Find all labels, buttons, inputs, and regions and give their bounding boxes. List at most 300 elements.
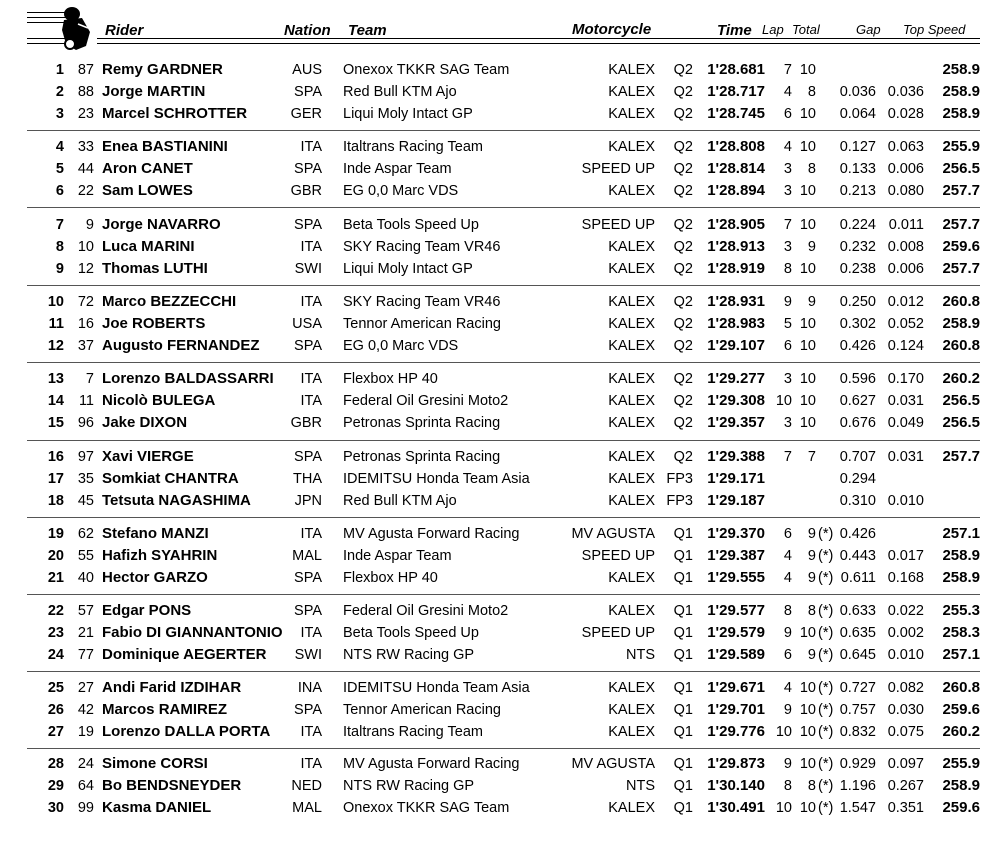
gap-previous-cell: 0.028 — [887, 106, 924, 122]
rider-name-cell: Joe ROBERTS — [102, 315, 206, 332]
gap-first-cell: 0.635 — [839, 625, 876, 641]
position-cell: 16 — [47, 449, 64, 465]
gap-first-cell: 0.676 — [839, 415, 876, 431]
nation-cell: USA — [292, 316, 322, 332]
top-speed-cell: 257.7 — [942, 448, 980, 465]
gap-first-cell: 0.707 — [839, 449, 876, 465]
session-cell: Q1 — [673, 526, 693, 542]
rider-name-cell: Lorenzo DALLA PORTA — [102, 723, 271, 740]
position-cell: 21 — [47, 570, 64, 586]
asterisk-cell: (*) — [818, 724, 834, 740]
header-nation: Nation — [284, 22, 331, 39]
position-cell: 27 — [47, 724, 64, 740]
rider-name-cell: Jorge NAVARRO — [102, 216, 221, 233]
position-cell: 25 — [47, 680, 64, 696]
rider-number-cell: 23 — [77, 106, 94, 122]
top-speed-cell: 258.9 — [942, 569, 980, 586]
table-row — [0, 81, 1000, 103]
session-cell: Q2 — [673, 161, 693, 177]
asterisk-cell: (*) — [818, 778, 834, 794]
time-cell: 1'29.107 — [707, 337, 765, 354]
team-cell: EG 0,0 Marc VDS — [343, 338, 459, 354]
rider-name-cell: Xavi VIERGE — [102, 448, 194, 465]
motorcycle-cell: SPEED UP — [581, 217, 655, 233]
gap-first-cell: 1.547 — [839, 800, 876, 816]
top-speed-cell: 256.5 — [942, 414, 980, 431]
rider-name-cell: Hafizh SYAHRIN — [102, 547, 218, 564]
nation-cell: ITA — [300, 625, 322, 641]
gap-first-cell: 0.929 — [839, 756, 876, 772]
table-row — [0, 291, 1000, 313]
team-cell: Inde Aspar Team — [343, 161, 452, 177]
gap-first-cell: 0.064 — [839, 106, 876, 122]
table-row — [0, 644, 1000, 666]
gap-first-cell: 0.302 — [839, 316, 876, 332]
gap-previous-cell: 0.124 — [887, 338, 924, 354]
time-cell: 1'29.357 — [707, 414, 765, 431]
top-speed-cell: 258.9 — [942, 777, 980, 794]
total-laps-cell: 10 — [799, 371, 816, 387]
session-cell: Q2 — [673, 316, 693, 332]
gap-first-cell: 0.596 — [839, 371, 876, 387]
session-cell: Q1 — [673, 548, 693, 564]
lap-cell: 4 — [783, 570, 792, 586]
time-cell: 1'28.919 — [707, 260, 765, 277]
position-cell: 3 — [55, 106, 64, 122]
lap-cell: 9 — [783, 702, 792, 718]
rider-number-cell: 33 — [77, 139, 94, 155]
total-laps-cell: 10 — [799, 316, 816, 332]
total-laps-cell: 10 — [799, 724, 816, 740]
rider-name-cell: Marcos RAMIREZ — [102, 701, 228, 718]
position-cell: 28 — [47, 756, 64, 772]
gap-first-cell: 0.232 — [839, 239, 876, 255]
lap-cell: 7 — [783, 62, 792, 78]
total-laps-cell: 8 — [807, 84, 816, 100]
table-row — [0, 523, 1000, 545]
time-cell: 1'28.814 — [707, 160, 765, 177]
gap-previous-cell: 0.006 — [887, 261, 924, 277]
top-speed-cell: 258.3 — [942, 624, 980, 641]
top-speed-cell: 255.3 — [942, 602, 980, 619]
lap-cell: 9 — [783, 294, 792, 310]
top-speed-cell: 260.2 — [942, 723, 980, 740]
top-speed-cell: 260.8 — [942, 337, 980, 354]
motorcycle-cell: KALEX — [608, 680, 655, 696]
lap-cell: 3 — [783, 371, 792, 387]
rider-name-cell: Jake DIXON — [102, 414, 188, 431]
gap-previous-cell: 0.008 — [887, 239, 924, 255]
gap-first-cell: 0.250 — [839, 294, 876, 310]
rider-number-cell: 62 — [77, 526, 94, 542]
asterisk-cell: (*) — [818, 570, 834, 586]
team-cell: Inde Aspar Team — [343, 548, 452, 564]
lap-cell: 3 — [783, 239, 792, 255]
time-cell: 1'30.140 — [707, 777, 765, 794]
motorcycle-cell: KALEX — [608, 393, 655, 409]
position-cell: 18 — [47, 493, 64, 509]
gap-previous-cell: 0.012 — [887, 294, 924, 310]
nation-cell: SPA — [294, 217, 322, 233]
session-cell: Q2 — [673, 393, 693, 409]
position-cell: 4 — [55, 139, 64, 155]
gap-first-cell: 0.426 — [839, 526, 876, 542]
motorcycle-cell: KALEX — [608, 371, 655, 387]
time-cell: 1'28.894 — [707, 182, 765, 199]
nation-cell: ITA — [300, 724, 322, 740]
lap-cell: 4 — [783, 680, 792, 696]
nation-cell: SPA — [294, 84, 322, 100]
total-laps-cell: 9 — [807, 526, 816, 542]
top-speed-cell: 259.6 — [942, 701, 980, 718]
total-laps-cell: 10 — [799, 702, 816, 718]
time-cell: 1'29.370 — [707, 525, 765, 542]
rider-number-cell: 12 — [77, 261, 94, 277]
rider-number-cell: 72 — [77, 294, 94, 310]
gap-previous-cell: 0.097 — [887, 756, 924, 772]
position-cell: 5 — [55, 161, 64, 177]
position-cell: 30 — [47, 800, 64, 816]
rider-name-cell: Dominique AEGERTER — [102, 646, 267, 663]
position-cell: 8 — [55, 239, 64, 255]
total-laps-cell: 8 — [807, 161, 816, 177]
rider-number-cell: 7 — [85, 371, 94, 387]
gap-first-cell: 0.036 — [839, 84, 876, 100]
session-cell: Q2 — [673, 261, 693, 277]
header-total: Total — [792, 22, 820, 37]
position-cell: 24 — [47, 647, 64, 663]
asterisk-cell: (*) — [818, 603, 834, 619]
table-row — [0, 158, 1000, 180]
group-divider — [27, 285, 980, 286]
gap-first-cell: 0.224 — [839, 217, 876, 233]
motorcycle-cell: MV AGUSTA — [571, 756, 655, 772]
table-row — [0, 446, 1000, 468]
top-speed-cell: 255.9 — [942, 138, 980, 155]
rider-name-cell: Simone CORSI — [102, 755, 208, 772]
gap-first-cell: 0.832 — [839, 724, 876, 740]
time-cell: 1'29.277 — [707, 370, 765, 387]
top-speed-cell: 255.9 — [942, 755, 980, 772]
table-row — [0, 368, 1000, 390]
asterisk-cell: (*) — [818, 526, 834, 542]
table-row — [0, 721, 1000, 743]
gap-previous-cell: 0.075 — [887, 724, 924, 740]
top-speed-cell: 258.9 — [942, 83, 980, 100]
motorcycle-cell: KALEX — [608, 800, 655, 816]
session-cell: Q1 — [673, 680, 693, 696]
nation-cell: ITA — [300, 371, 322, 387]
session-cell: Q2 — [673, 294, 693, 310]
lap-cell: 3 — [783, 161, 792, 177]
rider-name-cell: Fabio DI GIANNANTONIO — [102, 624, 283, 641]
rider-number-cell: 19 — [77, 724, 94, 740]
header-rider: Rider — [105, 22, 144, 39]
rider-number-cell: 22 — [77, 183, 94, 199]
time-cell: 1'28.745 — [707, 105, 765, 122]
session-cell: Q2 — [673, 415, 693, 431]
asterisk-cell: (*) — [818, 800, 834, 816]
rider-number-cell: 10 — [77, 239, 94, 255]
top-speed-cell: 258.9 — [942, 105, 980, 122]
group-divider — [27, 748, 980, 749]
time-cell: 1'28.905 — [707, 216, 765, 233]
rider-number-cell: 99 — [77, 800, 94, 816]
table-row — [0, 468, 1000, 490]
table-row — [0, 258, 1000, 280]
total-laps-cell: 10 — [799, 106, 816, 122]
nation-cell: THA — [293, 471, 322, 487]
nation-cell: SPA — [294, 161, 322, 177]
top-speed-cell: 258.9 — [942, 61, 980, 78]
nation-cell: SPA — [294, 570, 322, 586]
lap-cell: 10 — [775, 393, 792, 409]
rider-name-cell: Stefano MANZI — [102, 525, 209, 542]
time-cell: 1'29.671 — [707, 679, 765, 696]
motorcycle-cell: SPEED UP — [581, 625, 655, 641]
rider-name-cell: Lorenzo BALDASSARRI — [102, 370, 274, 387]
rider-name-cell: Nicolò BULEGA — [102, 392, 216, 409]
gap-previous-cell: 0.080 — [887, 183, 924, 199]
session-cell: Q1 — [673, 647, 693, 663]
rider-number-cell: 37 — [77, 338, 94, 354]
total-laps-cell: 9 — [807, 570, 816, 586]
motorcycle-cell: KALEX — [608, 239, 655, 255]
rider-name-cell: Tetsuta NAGASHIMA — [102, 492, 251, 509]
gap-previous-cell: 0.011 — [888, 217, 924, 233]
session-cell: Q2 — [673, 217, 693, 233]
team-cell: EG 0,0 Marc VDS — [343, 183, 459, 199]
gap-first-cell: 0.426 — [839, 338, 876, 354]
motorcycle-cell: KALEX — [608, 702, 655, 718]
team-cell: NTS RW Racing GP — [343, 647, 475, 663]
nation-cell: SPA — [294, 702, 322, 718]
rider-name-cell: Enea BASTIANINI — [102, 138, 228, 155]
rider-number-cell: 96 — [77, 415, 94, 431]
motorcycle-cell: KALEX — [608, 294, 655, 310]
total-laps-cell: 10 — [799, 800, 816, 816]
team-cell: Federal Oil Gresini Moto2 — [343, 393, 509, 409]
gap-previous-cell: 0.010 — [887, 493, 924, 509]
rider-number-cell: 27 — [77, 680, 94, 696]
table-row — [0, 180, 1000, 202]
header-team: Team — [348, 22, 387, 39]
table-row — [0, 390, 1000, 412]
motorcycle-cell: KALEX — [608, 261, 655, 277]
team-cell: Tennor American Racing — [343, 316, 501, 332]
position-cell: 11 — [48, 316, 64, 332]
gap-previous-cell: 0.017 — [887, 548, 924, 564]
table-row — [0, 103, 1000, 125]
session-cell: Q2 — [673, 449, 693, 465]
total-laps-cell: 9 — [807, 548, 816, 564]
team-cell: IDEMITSU Honda Team Asia — [343, 471, 530, 487]
motorcycle-cell: SPEED UP — [581, 548, 655, 564]
top-speed-cell: 260.8 — [942, 293, 980, 310]
total-laps-cell: 10 — [799, 680, 816, 696]
rider-name-cell: Thomas LUTHI — [102, 260, 208, 277]
gap-previous-cell: 0.006 — [887, 161, 924, 177]
lap-cell: 6 — [783, 106, 792, 122]
top-speed-cell: 257.1 — [942, 646, 980, 663]
time-cell: 1'28.681 — [707, 61, 765, 78]
total-laps-cell: 8 — [807, 603, 816, 619]
motorcycle-cell: KALEX — [608, 570, 655, 586]
rider-number-cell: 44 — [77, 161, 94, 177]
time-cell: 1'29.579 — [707, 624, 765, 641]
table-row — [0, 545, 1000, 567]
team-cell: Beta Tools Speed Up — [343, 625, 479, 641]
gap-first-cell: 0.757 — [839, 702, 876, 718]
team-cell: Petronas Sprinta Racing — [343, 415, 501, 431]
lap-cell: 5 — [783, 316, 792, 332]
team-cell: MV Agusta Forward Racing — [343, 756, 520, 772]
group-divider — [27, 207, 980, 208]
motorcycle-cell: KALEX — [608, 139, 655, 155]
lap-cell: 4 — [783, 84, 792, 100]
team-cell: Red Bull KTM Ajo — [343, 493, 457, 509]
rider-number-cell: 35 — [77, 471, 94, 487]
lap-cell: 7 — [783, 449, 792, 465]
asterisk-cell: (*) — [818, 702, 834, 718]
position-cell: 7 — [55, 217, 64, 233]
top-speed-cell: 258.9 — [942, 315, 980, 332]
total-laps-cell: 8 — [807, 778, 816, 794]
nation-cell: SPA — [294, 603, 322, 619]
lap-cell: 3 — [783, 183, 792, 199]
time-cell: 1'29.555 — [707, 569, 765, 586]
header-motorcycle: Motorcycle — [572, 21, 652, 38]
position-cell: 12 — [47, 338, 64, 354]
nation-cell: INA — [297, 680, 322, 696]
time-cell: 1'29.171 — [707, 470, 765, 487]
team-cell: Flexbox HP 40 — [343, 570, 438, 586]
group-divider — [27, 594, 980, 595]
session-cell: FP3 — [666, 471, 693, 487]
position-cell: 13 — [47, 371, 64, 387]
total-laps-cell: 9 — [807, 647, 816, 663]
position-cell: 2 — [55, 84, 64, 100]
table-row — [0, 567, 1000, 589]
team-cell: Federal Oil Gresini Moto2 — [343, 603, 509, 619]
session-cell: Q1 — [673, 625, 693, 641]
table-row — [0, 412, 1000, 434]
asterisk-cell: (*) — [818, 680, 834, 696]
asterisk-cell: (*) — [818, 625, 834, 641]
session-cell: Q1 — [673, 570, 693, 586]
nation-cell: GER — [290, 106, 322, 122]
rider-number-cell: 45 — [77, 493, 94, 509]
position-cell: 23 — [47, 625, 64, 641]
rider-name-cell: Sam LOWES — [102, 182, 193, 199]
gap-previous-cell: 0.267 — [887, 778, 924, 794]
top-speed-cell: 256.5 — [942, 392, 980, 409]
session-cell: Q2 — [673, 106, 693, 122]
rider-name-cell: Kasma DANIEL — [102, 799, 212, 816]
top-speed-cell: 257.7 — [942, 216, 980, 233]
gap-previous-cell: 0.168 — [887, 570, 924, 586]
rider-number-cell: 77 — [77, 647, 94, 663]
total-laps-cell: 10 — [799, 62, 816, 78]
time-cell: 1'30.491 — [707, 799, 765, 816]
rider-name-cell: Marco BEZZECCHI — [102, 293, 237, 310]
total-laps-cell: 10 — [799, 393, 816, 409]
total-laps-cell: 10 — [799, 217, 816, 233]
gap-previous-cell: 0.036 — [887, 84, 924, 100]
lap-cell: 8 — [783, 603, 792, 619]
position-cell: 19 — [47, 526, 64, 542]
time-cell: 1'29.577 — [707, 602, 765, 619]
table-row — [0, 677, 1000, 699]
table-row — [0, 775, 1000, 797]
time-cell: 1'29.308 — [707, 392, 765, 409]
nation-cell: NED — [291, 778, 322, 794]
rider-name-cell: Andi Farid IZDIHAR — [102, 679, 242, 696]
rider-number-cell: 42 — [77, 702, 94, 718]
table-row — [0, 335, 1000, 357]
team-cell: NTS RW Racing GP — [343, 778, 475, 794]
position-cell: 14 — [47, 393, 64, 409]
gap-previous-cell: 0.022 — [887, 603, 924, 619]
rider-number-cell: 88 — [77, 84, 94, 100]
total-laps-cell: 10 — [799, 139, 816, 155]
session-cell: Q1 — [673, 724, 693, 740]
time-cell: 1'28.983 — [707, 315, 765, 332]
position-cell: 1 — [55, 62, 64, 78]
motorcycle-cell: KALEX — [608, 471, 655, 487]
session-cell: Q1 — [673, 800, 693, 816]
gap-previous-cell: 0.170 — [887, 371, 924, 387]
gap-previous-cell: 0.031 — [887, 393, 924, 409]
lap-cell: 8 — [783, 261, 792, 277]
motorcycle-cell: KALEX — [608, 603, 655, 619]
session-cell: FP3 — [666, 493, 693, 509]
nation-cell: ITA — [300, 756, 322, 772]
nation-cell: SPA — [294, 449, 322, 465]
table-row — [0, 490, 1000, 512]
table-row — [0, 59, 1000, 81]
nation-cell: ITA — [300, 393, 322, 409]
asterisk-cell: (*) — [818, 548, 834, 564]
top-speed-cell: 259.6 — [942, 238, 980, 255]
nation-cell: MAL — [292, 800, 322, 816]
rider-number-cell: 57 — [77, 603, 94, 619]
gap-previous-cell: 0.063 — [887, 139, 924, 155]
motorcycle-cell: KALEX — [608, 449, 655, 465]
total-laps-cell: 7 — [807, 449, 816, 465]
total-laps-cell: 10 — [799, 338, 816, 354]
top-speed-cell: 259.6 — [942, 799, 980, 816]
group-divider — [27, 362, 980, 363]
session-cell: Q2 — [673, 84, 693, 100]
nation-cell: SPA — [294, 338, 322, 354]
rider-number-cell: 9 — [85, 217, 94, 233]
lap-cell: 6 — [783, 647, 792, 663]
position-cell: 9 — [55, 261, 64, 277]
table-row — [0, 236, 1000, 258]
team-cell: IDEMITSU Honda Team Asia — [343, 680, 530, 696]
gap-previous-cell: 0.049 — [887, 415, 924, 431]
motorcycle-cell: KALEX — [608, 724, 655, 740]
time-cell: 1'28.913 — [707, 238, 765, 255]
header-top-speed: Top Speed — [903, 22, 966, 37]
top-speed-cell: 260.2 — [942, 370, 980, 387]
position-cell: 26 — [47, 702, 64, 718]
time-cell: 1'28.717 — [707, 83, 765, 100]
team-cell: Petronas Sprinta Racing — [343, 449, 501, 465]
lap-cell: 6 — [783, 338, 792, 354]
position-cell: 6 — [55, 183, 64, 199]
